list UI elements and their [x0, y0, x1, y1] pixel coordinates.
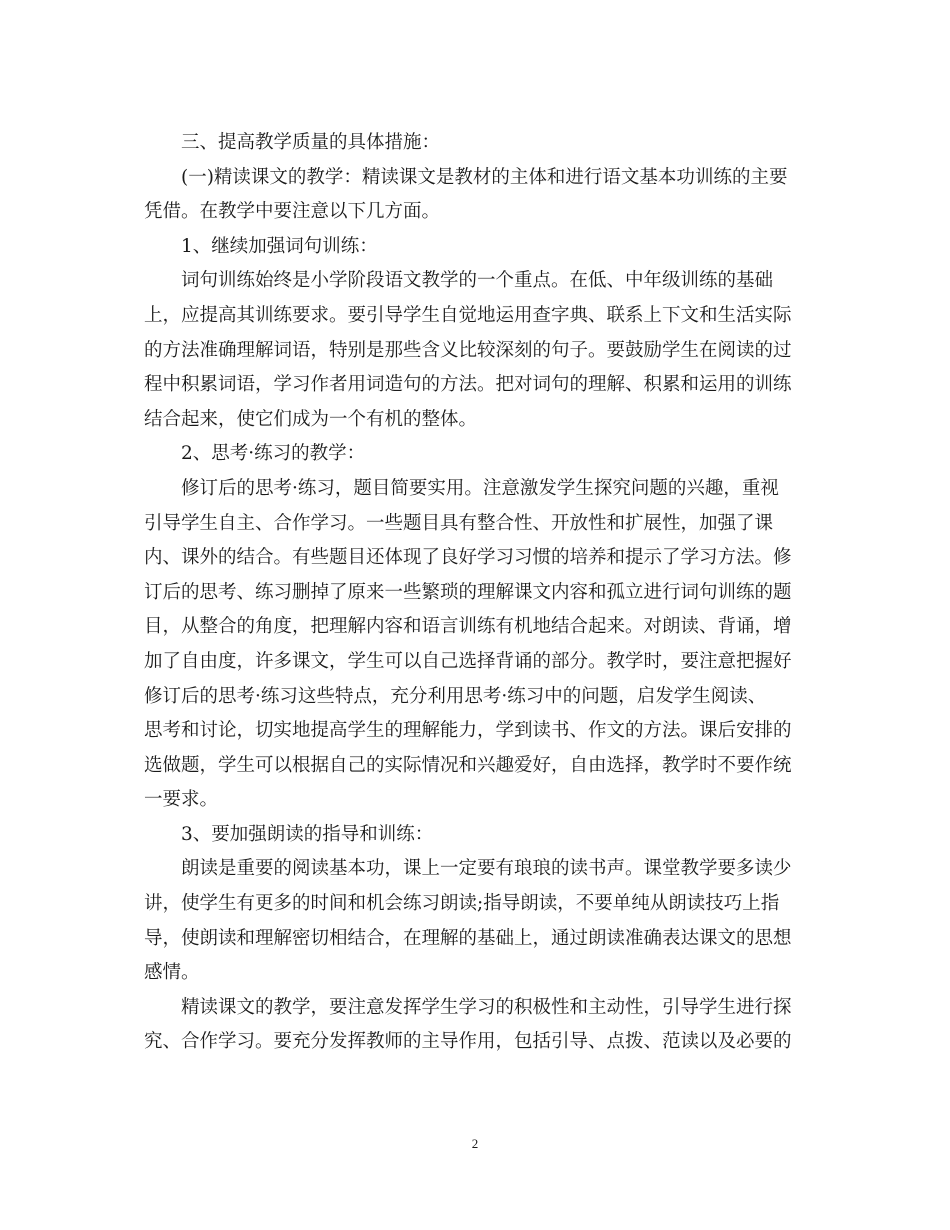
text-line: 选做题，学生可以根据自己的实际情况和兴趣爱好，自由选择，教学时不要作统 [144, 754, 792, 776]
document-body [144, 126, 804, 1060]
text-line: 引导学生自主、合作学习。一些题目具有整合性、开放性和扩展性，加强了课 [144, 512, 774, 534]
page-number: 2 [471, 1136, 479, 1151]
text-line: 思考和讨论，切实地提高学生的理解能力，学到读书、作文的方法。课后安排的 [144, 720, 792, 742]
text-line: 词句训练始终是小学阶段语文教学的一个重点。在低、中年级训练的基础 [181, 270, 774, 292]
text-line: 1、继续加强词句训练： [181, 235, 378, 257]
text-line: 2、思考·练习的教学： [181, 443, 366, 465]
text-line: 修订后的思考·练习，题目简要实用。注意激发学生探究问题的兴趣，重视 [181, 477, 779, 499]
text-line: 凭借。在教学中要注意以下几方面。 [144, 201, 441, 223]
text-line: 3、要加强朗读的指导和训练： [181, 823, 434, 845]
text-line: 一要求。 [144, 789, 219, 811]
text-line: (一)精读课文的教学：精读课文是教材的主体和进行语文基本功训练的主要 [181, 166, 788, 188]
text-line: 的方法准确理解词语，特别是那些含义比较深刻的句子。要鼓励学生在阅读的过 [144, 339, 792, 361]
text-line: 究、合作学习。要充分发挥教师的主导作用，包括引导、点拨、范读以及必要的 [144, 1031, 792, 1053]
text-line: 感情。 [144, 962, 200, 984]
text-line: 订后的思考、练习删掉了原来一些繁琐的理解课文内容和孤立进行词句训练的题 [144, 581, 792, 603]
text-line: 目，从整合的角度，把理解内容和语言训练有机地结合起来。对朗读、背诵，增 [144, 616, 792, 638]
text-line: 内、课外的结合。有些题目还体现了良好学习习惯的培养和提示了学习方法。修 [144, 547, 792, 569]
text-line: 上，应提高其训练要求。要引导学生自觉地运用查字典、联系上下文和生活实际 [144, 304, 792, 326]
text-line: 精读课文的教学，要注意发挥学生学习的积极性和主动性，引导学生进行探 [181, 996, 792, 1018]
text-line: 讲，使学生有更多的时间和机会练习朗读;指导朗读，不要单纯从朗读技巧上指 [144, 893, 780, 915]
text-line: 修订后的思考·练习这些特点，充分利用思考·练习中的问题，启发学生阅读、 [144, 685, 767, 707]
text-line: 三、提高教学质量的具体措施： [181, 132, 441, 153]
text-line: 导，使朗读和理解密切相结合，在理解的基础上，通过朗读准确表达课文的思想 [144, 927, 792, 949]
text-line: 朗读是重要的阅读基本功，课上一定要有琅琅的读书声。课堂教学要多读少 [181, 858, 792, 880]
text-line: 程中积累词语，学习作者用词造句的方法。把对词句的理解、积累和运用的训练 [144, 374, 792, 396]
text-line: 加了自由度，许多课文，学生可以自己选择背诵的部分。教学时，要注意把握好 [144, 650, 792, 672]
text-line: 结合起来，使它们成为一个有机的整体。 [144, 408, 478, 430]
